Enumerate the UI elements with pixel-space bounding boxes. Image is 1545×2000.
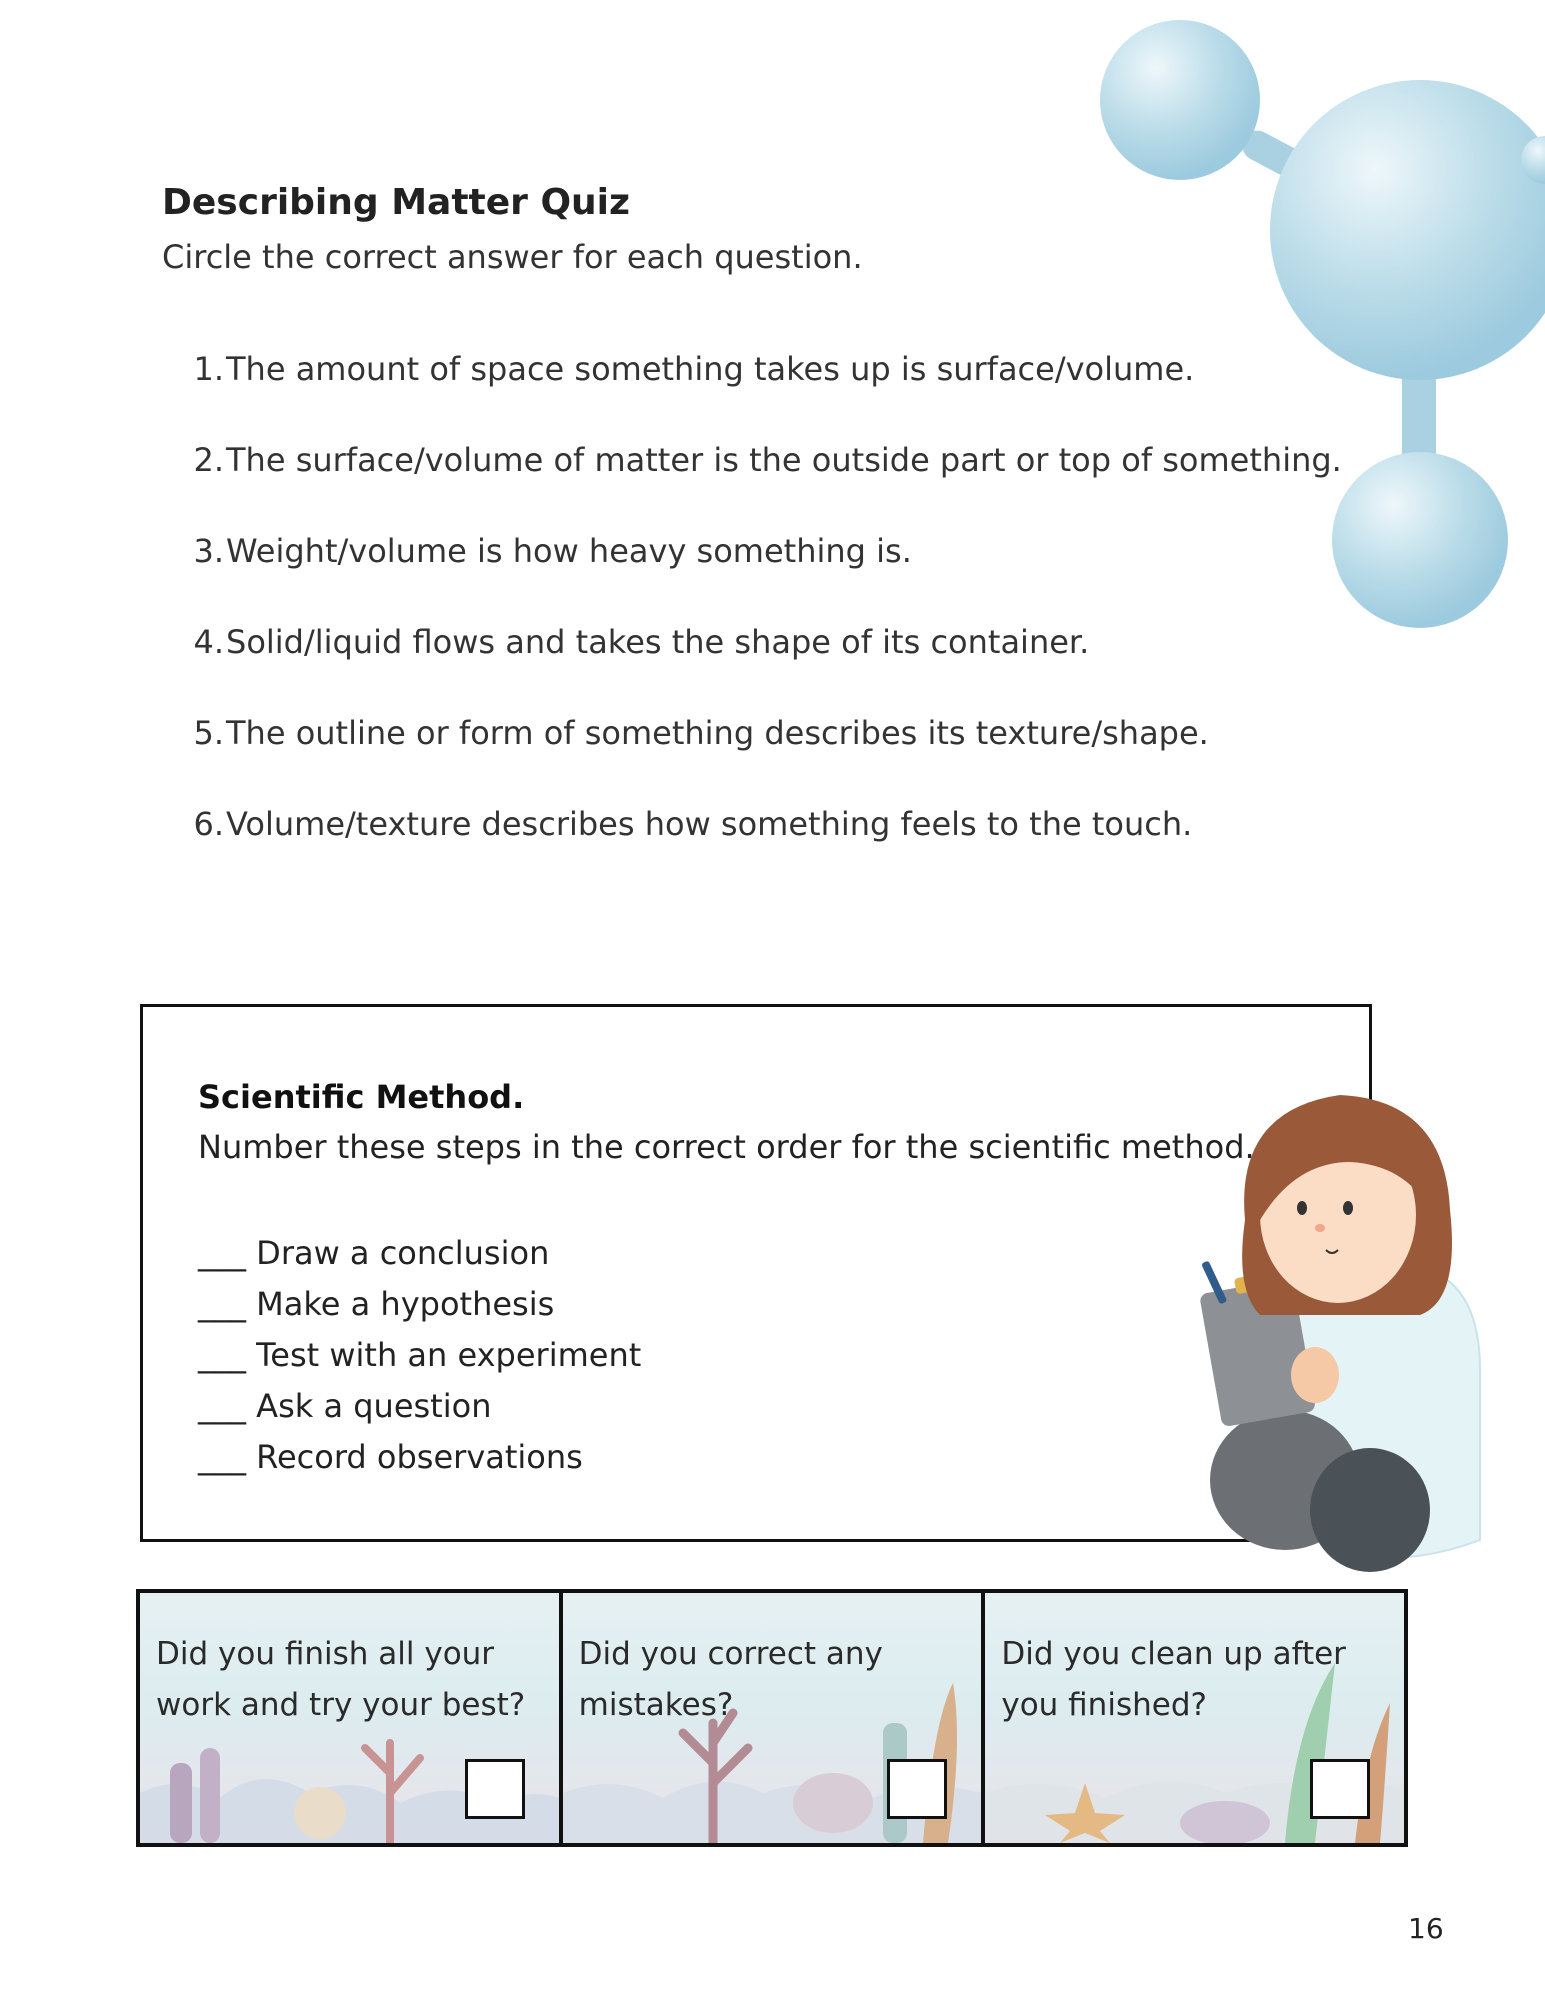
question-number: 5. xyxy=(193,714,224,752)
scientist-illustration xyxy=(1180,1070,1520,1590)
scientific-method-instructions: Number these steps in the correct order for the scientific method. xyxy=(198,1128,1255,1166)
question-text[interactable]: Weight/volume is how heavy something is. xyxy=(226,532,912,570)
checkbox[interactable] xyxy=(1310,1759,1370,1819)
scientific-method-steps xyxy=(198,1228,641,1483)
checkbox[interactable] xyxy=(887,1759,947,1819)
quiz-question xyxy=(180,436,1342,527)
question-number: 2. xyxy=(193,441,224,479)
page-number: 16 xyxy=(1408,1912,1444,1945)
checkbox[interactable] xyxy=(465,1759,525,1819)
self-check-question: Did you finish all your work and try your best? xyxy=(156,1636,526,1723)
step-item[interactable]: ___ Test with an experiment xyxy=(198,1336,642,1374)
step-item[interactable]: ___ Draw a conclusion xyxy=(198,1234,550,1272)
question-number: 6. xyxy=(193,805,224,843)
quiz-question xyxy=(180,345,1342,436)
question-text[interactable]: The amount of space something takes up is surface/volume. xyxy=(226,350,1195,388)
quiz-question xyxy=(180,709,1342,800)
quiz-question xyxy=(180,527,1342,618)
question-text[interactable]: The surface/volume of matter is the outside part or top of something. xyxy=(226,441,1342,479)
step-item[interactable]: ___ Make a hypothesis xyxy=(198,1285,555,1323)
self-check-card xyxy=(140,1593,563,1843)
quiz-instructions: Circle the correct answer for each question. xyxy=(162,238,863,276)
question-text[interactable]: The outline or form of something describes its texture/shape. xyxy=(226,714,1209,752)
self-check-question: Did you clean up after you finished? xyxy=(1001,1636,1346,1723)
quiz-question xyxy=(180,618,1342,709)
quiz-question-list xyxy=(180,345,1342,891)
self-check-card xyxy=(563,1593,986,1843)
question-number: 4. xyxy=(193,623,224,661)
question-text[interactable]: Volume/texture describes how something feels to the touch. xyxy=(226,805,1193,843)
self-check-row xyxy=(136,1589,1408,1847)
quiz-title: Describing Matter Quiz xyxy=(162,182,630,223)
quiz-question xyxy=(180,800,1342,891)
step-item[interactable]: ___ Ask a question xyxy=(198,1387,492,1425)
self-check-card xyxy=(985,1593,1404,1843)
question-text[interactable]: Solid/liquid flows and takes the shape of its container. xyxy=(226,623,1090,661)
question-number: 1. xyxy=(193,350,224,388)
self-check-question: Did you correct any mistakes? xyxy=(578,1636,883,1723)
question-number: 3. xyxy=(193,532,224,570)
step-item[interactable]: ___ Record observations xyxy=(198,1438,583,1476)
scientific-method-title: Scientific Method. xyxy=(198,1078,525,1116)
